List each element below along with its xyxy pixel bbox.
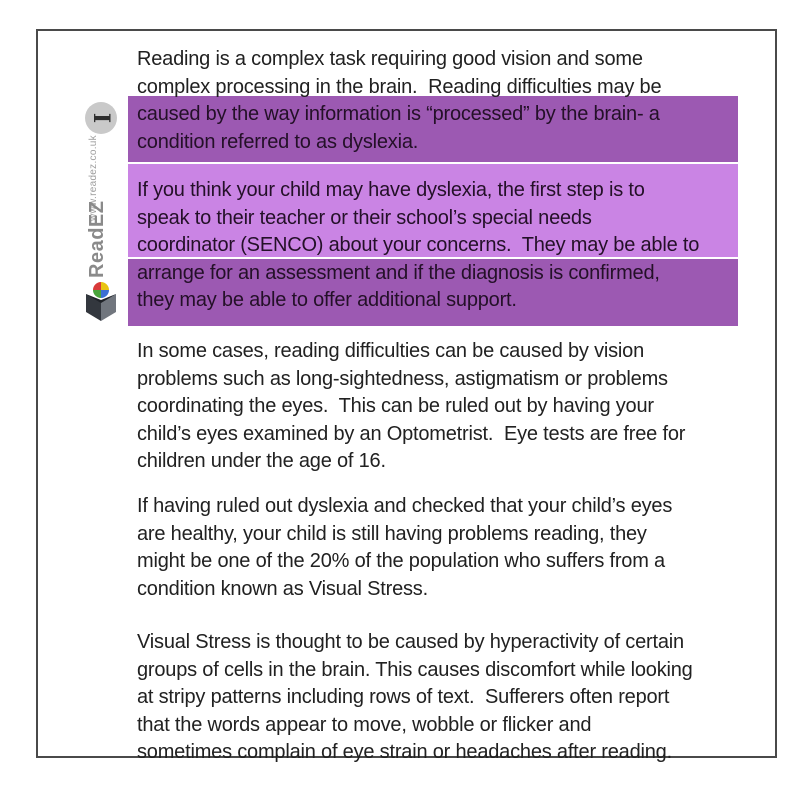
text-line: condition known as Visual Stress. [137, 577, 428, 600]
i-beam-glyph: I [87, 112, 114, 124]
text-line: In some cases, reading difficulties can be caused by vision [137, 340, 645, 362]
paragraph-vision-problems [137, 338, 685, 476]
readez-logo-icon [84, 279, 118, 323]
text-line: condition referred to as dyslexia. [137, 130, 419, 153]
text-line: caused by the way information is “processed” by the brain- a [137, 103, 660, 125]
text-line: arrange for an assessment and if the diagnosis is confirmed, [137, 261, 660, 284]
text-line: coordinator (SENCO) about your concerns. They may be able to [137, 234, 700, 256]
text-line: child’s eyes examined by an Optometrist. Eye tests are free for [137, 422, 686, 445]
text-line: complex processing in the brain. Reading difficulties may be [137, 75, 662, 98]
text-line: problems such as long-sightedness, astigmatism or problems [137, 367, 668, 390]
paragraph-visual-stress-intro [137, 493, 672, 603]
text-line: are healthy, your child is still having problems reading, they [137, 522, 647, 545]
text-line: that the words appear to move, wobble or flicker and [137, 713, 592, 736]
text-line: at stripy patterns including rows of text. Sufferers often report [137, 686, 670, 708]
text-line: coordinating the eyes. This can be ruled out by having your [137, 395, 654, 417]
text-line: If you think your child may have dyslexia, the first step is to [137, 179, 645, 201]
text-line: sometimes complain of eye strain or headaches after reading. [137, 741, 672, 763]
paragraph-reading-complex [137, 46, 661, 156]
text-line: might be one of the 20% of the population who suffers from a [137, 550, 665, 572]
text-line: groups of cells in the brain. This causes discomfort while looking [137, 658, 693, 681]
text-line: speak to their teacher or their school’s special needs [137, 206, 592, 229]
text-line: children under the age of 16. [137, 450, 386, 472]
readez-url: www.readez.co.uk [88, 135, 99, 221]
readez-wordmark: ReadEZ [86, 200, 108, 278]
text-line: they may be able to offer additional support. [137, 289, 517, 311]
text-line: If having ruled out dyslexia and checked that your child’s eyes [137, 495, 673, 517]
paragraph-dyslexia-first-step [137, 177, 699, 315]
i-beam-icon [85, 102, 117, 134]
text-line: Reading is a complex task requiring good vision and some [137, 48, 643, 70]
paragraph-visual-stress-cause [137, 629, 693, 767]
text-line: Visual Stress is thought to be caused by hyperactivity of certain [137, 631, 684, 653]
